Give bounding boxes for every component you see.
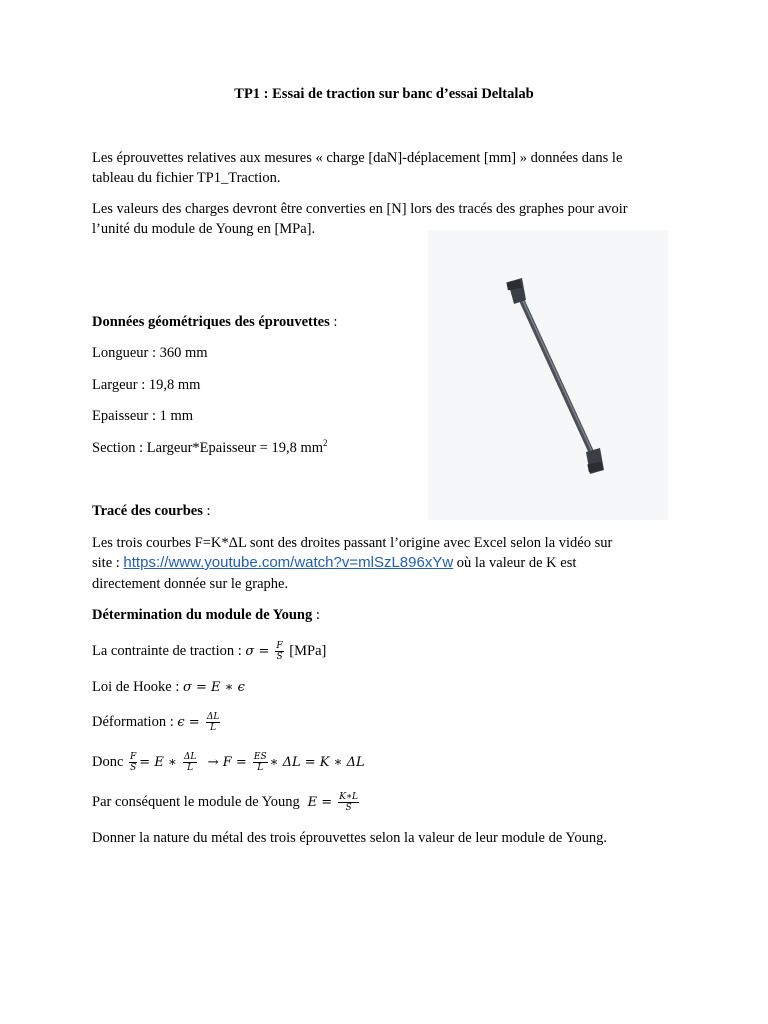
courbes-heading-text: Tracé des courbes <box>92 503 203 519</box>
courbes-heading <box>92 501 211 521</box>
hooke-line <box>92 677 245 698</box>
geometry-largeur: Largeur : 19,8 mm <box>92 377 201 393</box>
consequent-line <box>92 792 361 813</box>
hooke-prefix: Loi de Hooke : <box>92 679 184 695</box>
courbes-line-3: directement donnée sur le graphe. <box>92 576 289 592</box>
courbes-line-2-prefix: site : <box>92 555 124 571</box>
donc-formula: $\frac{F}{S}$ = E ∗ $\frac{\Delta L}{L}$ → F = $\frac{ES}{L}$ ∗ ΔL = K ∗ ΔL <box>130 752 365 773</box>
geometry-section-exponent: 2 <box>323 438 328 449</box>
geometry-heading-text: Données géométriques des éprouvettes <box>92 314 330 330</box>
geometry-epaisseur: Epaisseur : 1 mm <box>92 408 194 424</box>
intro-line-2: tableau du fichier TP1_Traction. <box>92 170 281 186</box>
tensile-specimen-image <box>428 230 668 520</box>
intro-line-3: Les valeurs des charges devront être converties en [N] lors des tracés des graphes pour avoir <box>92 201 628 217</box>
conclusion-line: Donner la nature du métal des trois éprouvettes selon la valeur de leur module de Young. <box>92 830 608 846</box>
geometry-section <box>92 438 328 458</box>
contrainte-line <box>92 641 326 662</box>
specimen-photo <box>428 230 668 520</box>
geometry-longueur: Longueur : 360 mm <box>92 345 208 361</box>
consequent-prefix: Par conséquent le module de Young <box>92 794 304 810</box>
youtube-video-link[interactable]: https://www.youtube.com/watch?v=mlSzL896xYw <box>123 554 454 571</box>
contrainte-prefix: La contrainte de traction : <box>92 643 246 659</box>
deformation-line <box>92 712 222 733</box>
contrainte-formula: σ = $\frac{F}{S}$ <box>245 641 283 662</box>
page-title: TP1 : Essai de traction sur banc d’essai Deltalab <box>234 86 534 102</box>
donc-prefix: Donc <box>92 754 128 770</box>
intro-line-4: l’unité du module de Young en [MPa]. <box>92 221 316 237</box>
deformation-formula: ϵ = $\frac{\Delta L}{L}$ <box>177 712 220 733</box>
courbes-line-2 <box>92 553 576 573</box>
deformation-prefix: Déformation : <box>92 714 178 730</box>
young-heading-text: Détermination du module de Young <box>92 607 313 623</box>
courbes-line-1: Les trois courbes F=K*ΔL sont des droites passant l’origine avec Excel selon la vidéo sur <box>92 535 613 551</box>
geometry-section-text: Section : Largeur*Epaisseur = 19,8 mm <box>92 440 324 456</box>
contrainte-unit: [MPa] <box>285 643 327 659</box>
intro-line-1: Les éprouvettes relatives aux mesures « charge [daN]-déplacement [mm] » données dans le <box>92 150 623 166</box>
geometry-heading <box>92 312 337 332</box>
donc-line <box>92 752 365 773</box>
young-modulus-formula: E = $\frac{K∗L}{S}$ <box>303 792 359 813</box>
young-heading-suffix: : <box>312 607 320 623</box>
young-heading <box>92 605 320 625</box>
geometry-heading-suffix: : <box>329 314 338 330</box>
courbes-heading-suffix: : <box>202 503 211 519</box>
courbes-line-2-suffix: où la valeur de K est <box>453 555 577 571</box>
hooke-formula: σ = E ∗ ϵ <box>183 680 245 695</box>
